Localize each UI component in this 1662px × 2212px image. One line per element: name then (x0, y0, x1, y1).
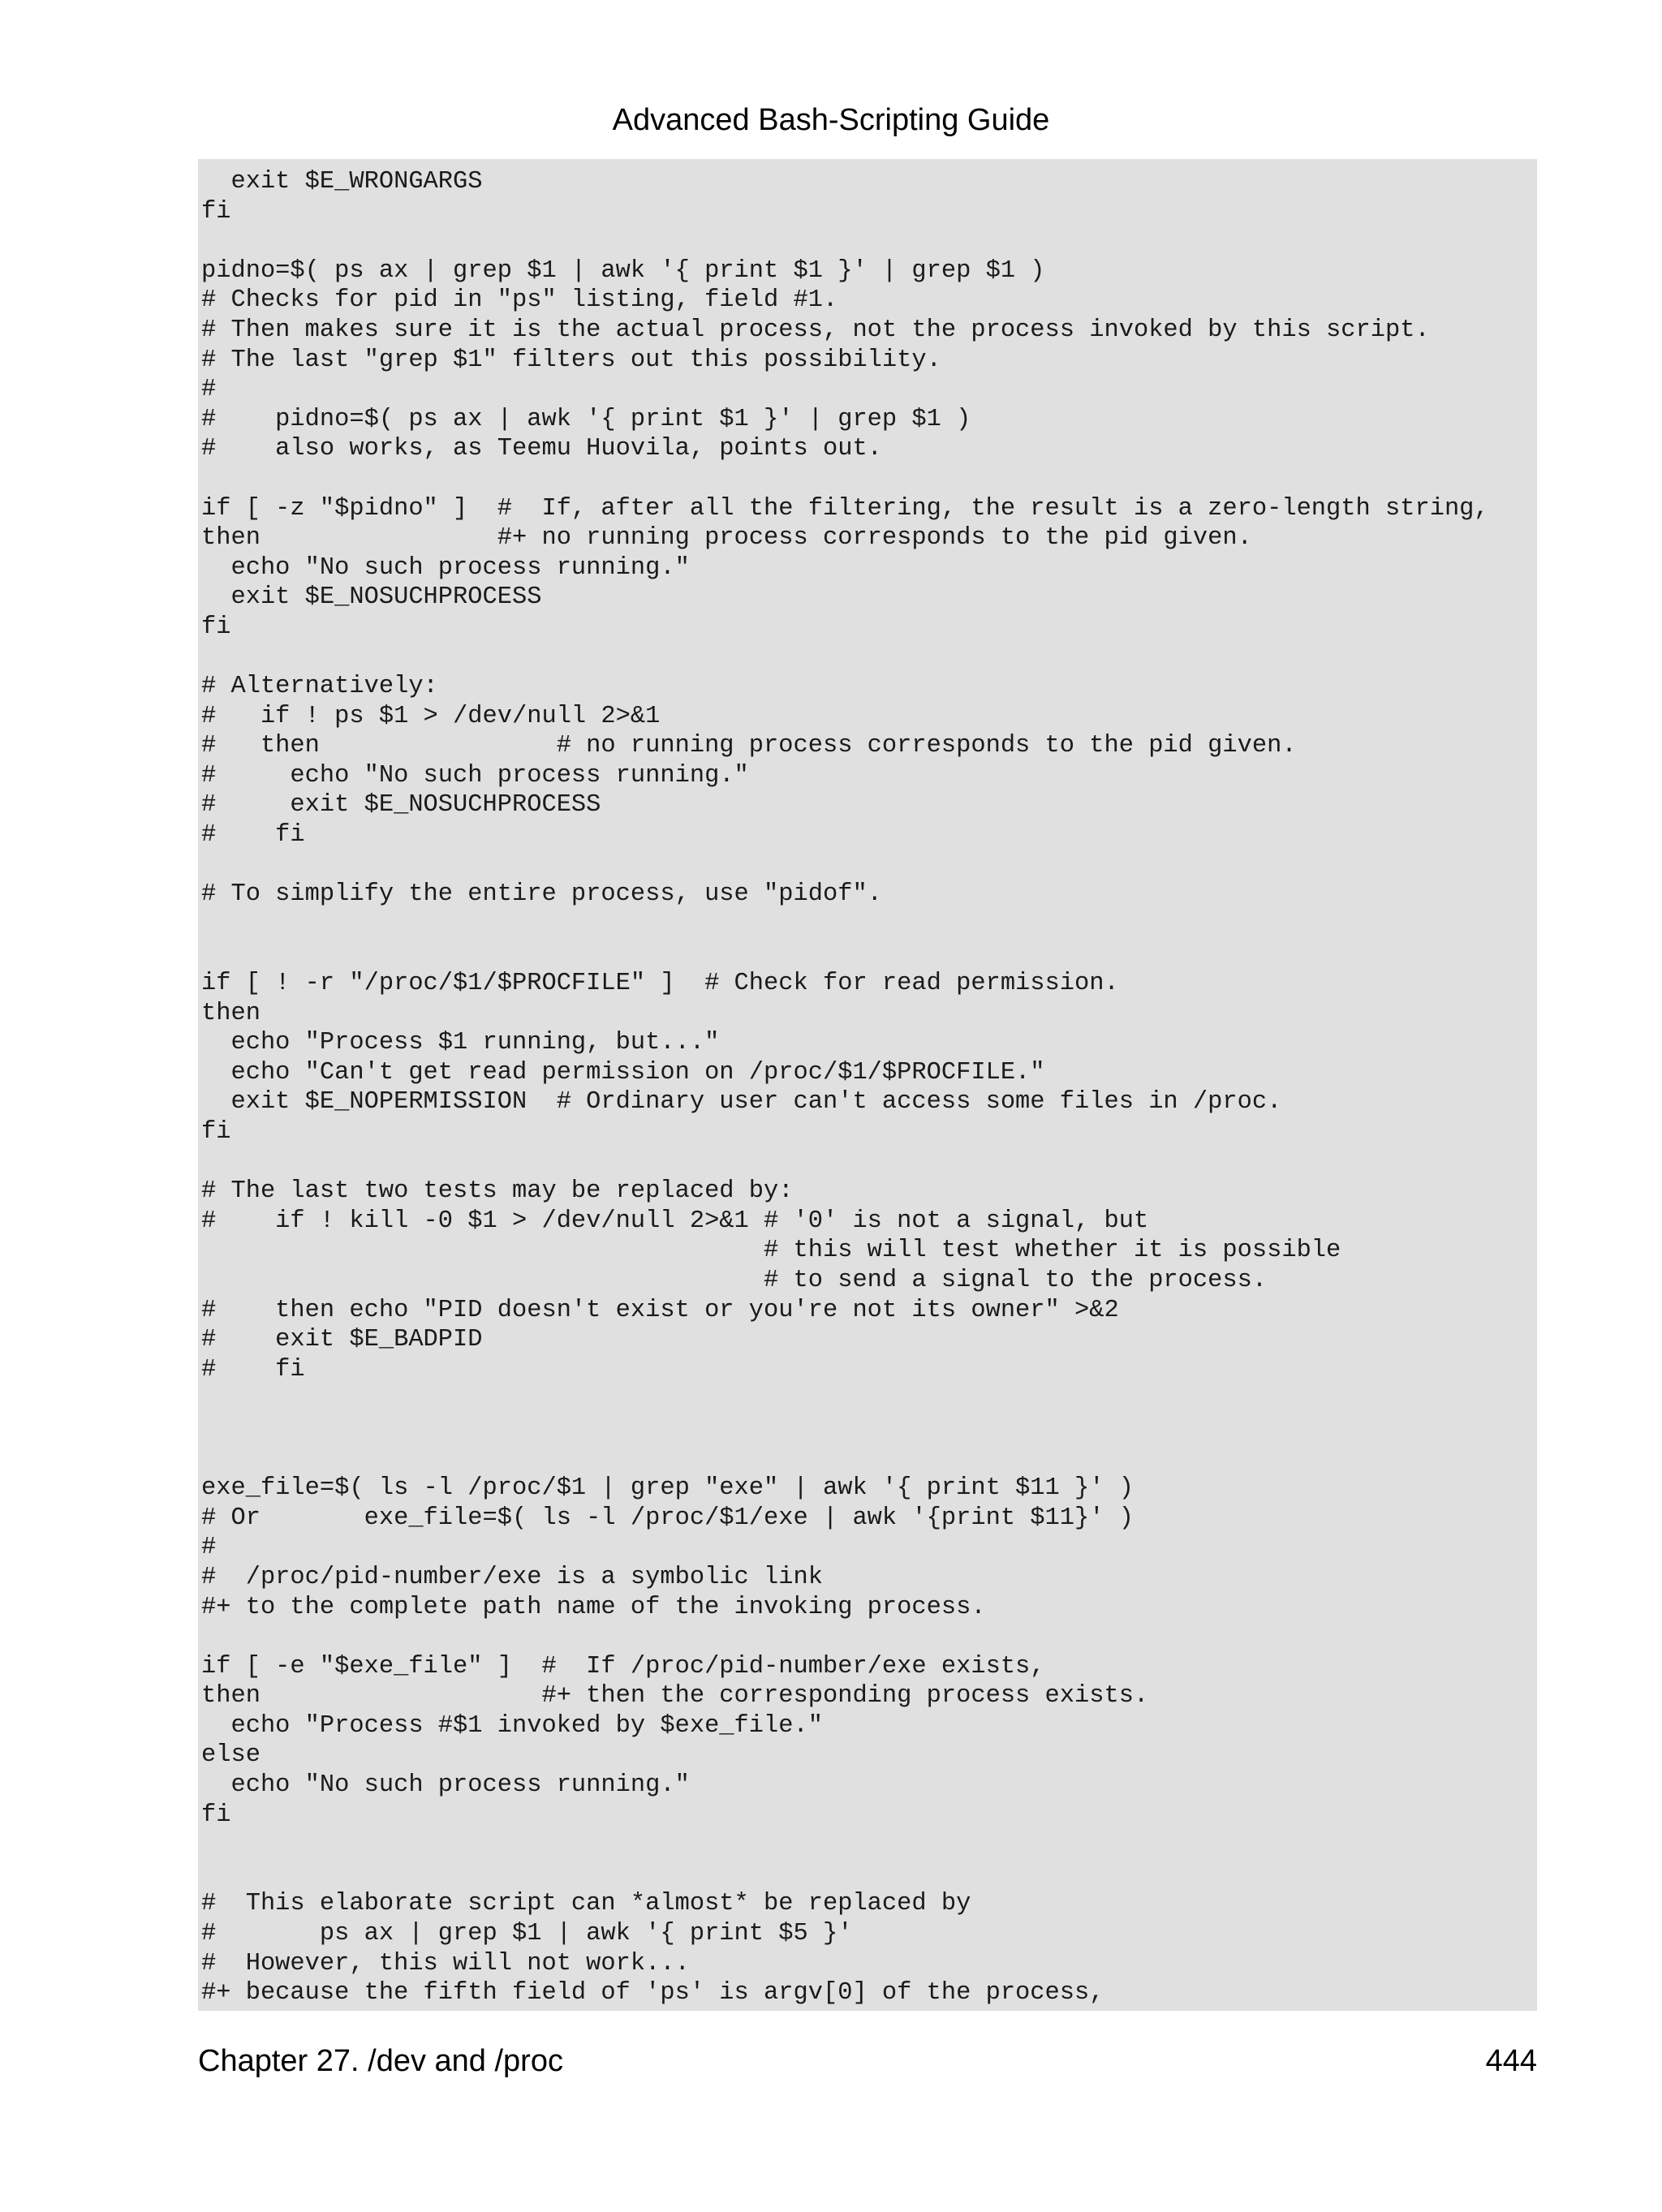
page-header-title: Advanced Bash-Scripting Guide (612, 103, 1050, 137)
code-listing (198, 159, 1537, 2011)
footer-page-number: 444 (1485, 2044, 1537, 2078)
code-text: exit $E_WRONGARGS fi pidno=$( ps ax | grep $1 | awk '{ print $1 }' | grep $1 ) # Checks for pid in "ps" listing, field #1. # Then makes sure it is the actual process, not the process invoked by this script. # The last "grep $1" filters out this possibility. # # pidno=$( ps ax | awk '{ print $1 }' | grep $1 ) # also works, as Teemu Huovila, points out. if [ -z "$pidno" ] # If, after all the filtering, the result is a zero-length string, then #+ no running process corresponds to the pid given. echo "No such process running." exit $E_NOSUCHPROCESS fi # Alternatively: # if ! ps $1 > /dev/null 2>&1 # then # no running process corresponds to the pid given. # echo "No such process running." # exit $E_NOSUCHPROCESS # fi # To simplify the entire process, use "pidof". if [ ! -r "/proc/$1/$PROCFILE" ] # Check for read permission. then echo "Process $1 running, but..." echo "Can't get read permission on /proc/$1/$PROCFILE." exit $E_NOPERMISSION # Ordinary user can't access some files in /proc. fi # The last two tests may be replaced by: # if ! kill -0 $1 > /dev/null 2>&1 # '0' is not a signal, but # this will test whether it is possible # to send a signal to the process. # then echo "PID doesn't exist or you're not its owner" >&2 # exit $E_BADPID # fi exe_file=$( ls -l /proc/$1 | grep "exe" | awk '{ print $11 }' ) # Or exe_file=$( ls -l /proc/$1/exe | awk '{print $11}' ) # # /proc/pid-number/exe is a symbolic link #+ to the complete path name of the invoking process. if [ -e "$exe_file" ] # If /proc/pid-number/exe exists, then #+ then the corresponding process exists. echo "Process #$1 invoked by $exe_file." else echo "No such process running." fi # This elaborate script can *almost* be replaced by # ps ax | grep $1 | awk '{ print $5 }' # However, this will not work... #+ because the fifth field of 'ps' is argv[0] of the process, (201, 168, 1489, 2008)
page-footer (198, 2037, 1537, 2085)
footer-chapter-title: Chapter 27. /dev and /proc (198, 2044, 563, 2078)
